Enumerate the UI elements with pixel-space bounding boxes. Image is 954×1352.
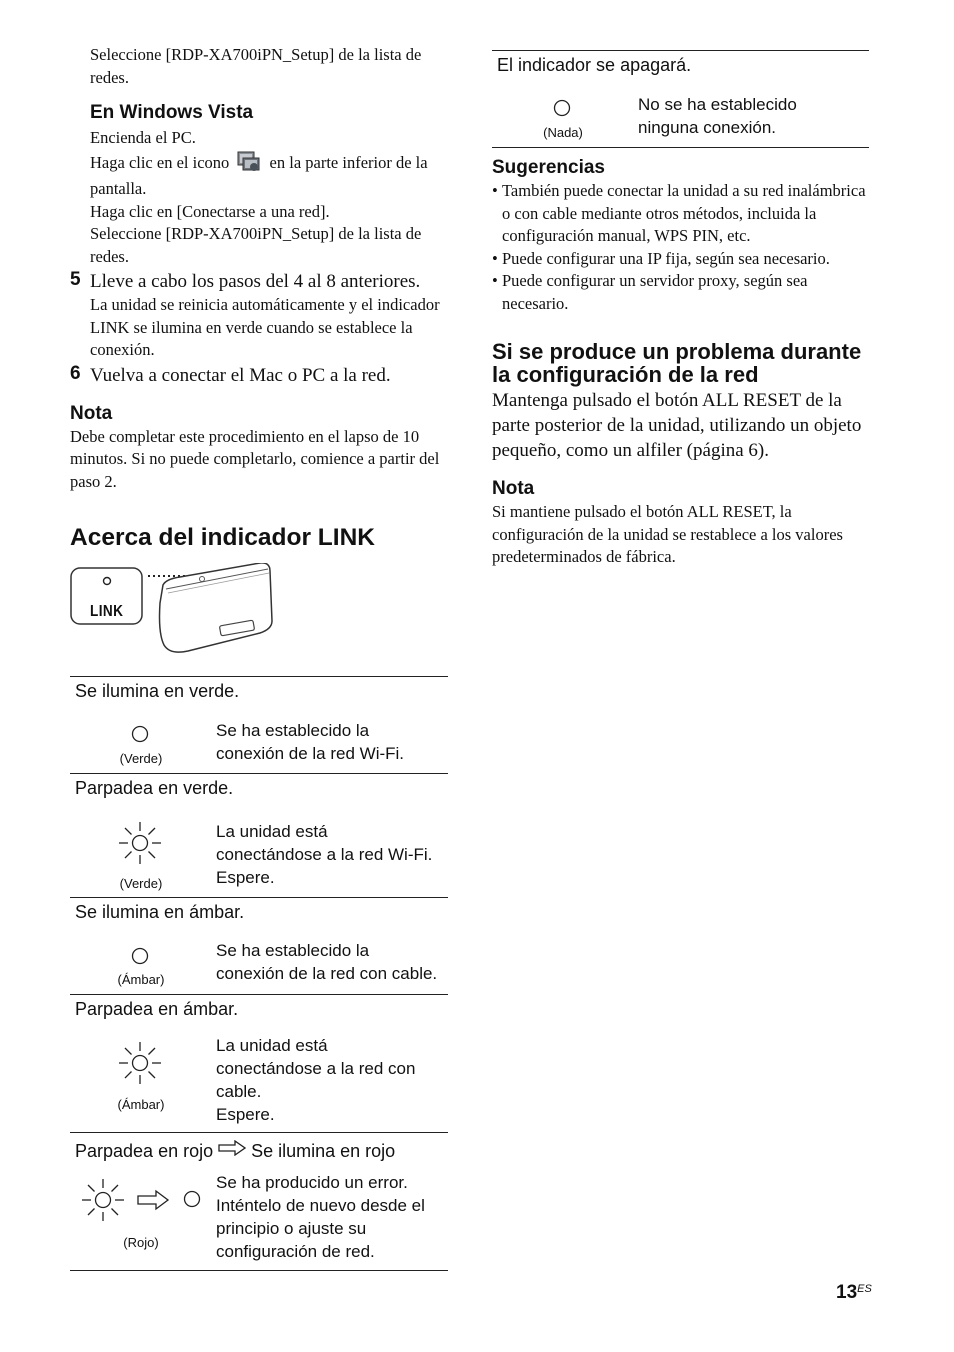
indicator-off-table — [492, 50, 869, 148]
indicator-row-5-heading — [70, 1133, 448, 1165]
tip-item: • Puede configurar una IP fija, según sea necesario. — [492, 248, 869, 271]
indicator-row-4-heading: Parpadea en ámbar. — [75, 999, 239, 1019]
led-solid-icon — [70, 725, 210, 748]
indicator-off-row — [492, 83, 869, 148]
step-6 — [70, 363, 448, 388]
indicator-row-5 — [70, 1165, 448, 1271]
indicator-off-desc — [638, 93, 797, 139]
desc-line: conectándose a la red Wi-Fi. — [216, 845, 433, 864]
indicator-row-5-heading-a: Parpadea en rojo — [75, 1140, 214, 1161]
section-title-link: Acerca del indicador LINK — [70, 524, 375, 551]
desc-line: conexión de la red con cable. — [216, 964, 438, 983]
vista-line-3: Haga clic en [Conectarse a una red]. — [90, 201, 330, 221]
indicator-off-heading: El indicador se apagará. — [497, 55, 692, 75]
indicator-row-2 — [70, 806, 448, 898]
indicator-row-5-desc — [216, 1171, 425, 1263]
link-label: LINK — [90, 603, 124, 620]
indicator-row-2-desc — [216, 820, 432, 889]
indicator-row-3-desc — [216, 939, 437, 985]
indicator-row-1-desc — [216, 719, 404, 765]
desc-line: Se ha establecido la — [216, 941, 370, 960]
step-6-title: Vuelva a conectar el Mac o PC a la red. — [90, 364, 391, 386]
led-blinking-icon — [70, 1040, 210, 1091]
step-5 — [70, 269, 448, 362]
vista-line-2b: en la parte inferior de la pantalla. — [90, 152, 428, 198]
desc-line: La unidad está — [216, 1036, 328, 1055]
desc-line: Inténtelo de nuevo desde el — [216, 1196, 425, 1215]
led-blink-then-solid-icon — [80, 1177, 210, 1228]
page-number-suffix: ES — [857, 1283, 872, 1295]
indicator-row-5-caption: (Rojo) — [123, 1235, 159, 1250]
tips-heading: Sugerencias — [492, 157, 605, 178]
right-column — [492, 50, 869, 569]
desc-line: conectándose a la red con — [216, 1059, 416, 1078]
indicator-row-5-heading-b: Se ilumina en rojo — [251, 1140, 396, 1161]
indicator-row-4-caption: (Ámbar) — [117, 1097, 165, 1112]
step-5-body: La unidad se reinicia automáticamente y el indicador LINK se ilumina en verde cuando se establece la conexión. — [90, 295, 440, 359]
indicator-row-2-caption: (Verde) — [119, 876, 163, 891]
desc-line: ninguna conexión. — [638, 118, 777, 137]
vista-heading: En Windows Vista — [90, 102, 254, 123]
desc-line: No se ha establecido — [638, 95, 797, 114]
desc-line: Espere. — [216, 868, 275, 887]
network-icon — [237, 150, 261, 179]
page-number — [836, 1282, 872, 1304]
intro-line: Seleccione [RDP-XA700iPN_Setup] de la lista de redes. — [90, 45, 422, 87]
tip-item: • Puede configurar un servidor proxy, según sea necesario. — [492, 270, 869, 315]
vista-line-1: Encienda el PC. — [90, 128, 196, 147]
vista-instructions — [70, 127, 448, 268]
indicator-row-3-caption: (Ámbar) — [117, 972, 165, 987]
indicator-row-3 — [70, 930, 448, 995]
desc-line: La unidad está — [216, 822, 328, 841]
indicator-table — [70, 676, 448, 1271]
indicator-row-4-desc — [216, 1034, 415, 1126]
problem-body: Mantenga pulsado el botón ALL RESET de la parte posterior de la unidad, utilizando un objeto pequeño, como un alfiler (página 6). — [492, 390, 862, 461]
link-illustration — [70, 563, 448, 657]
step-5-number: 5 — [70, 269, 81, 290]
desc-line: principio o ajuste su — [216, 1219, 367, 1238]
problem-title: Si se produce un problema durante la configuración de la red — [492, 339, 862, 387]
page-number-value: 13 — [836, 1282, 858, 1303]
desc-line: Se ha establecido la — [216, 721, 370, 740]
indicator-row-4 — [70, 1027, 448, 1133]
indicator-row-1-heading: Se ilumina en verde. — [75, 681, 240, 701]
tips-list — [492, 180, 869, 315]
note-body-left: Debe completar este procedimiento en el lapso de 10 minutos. Si no puede completarlo, comience a partir del paso 2. — [70, 426, 440, 491]
indicator-row-2-heading: Parpadea en verde. — [75, 778, 234, 798]
led-blinking-icon — [70, 820, 210, 871]
step-5-title: Lleve a cabo los pasos del 4 al 8 anteriores. — [90, 271, 421, 292]
desc-line: Se ha producido un error. — [216, 1173, 408, 1192]
desc-line: configuración de red. — [216, 1242, 375, 1261]
desc-line: Espere. — [216, 1105, 275, 1124]
note-heading-left: Nota — [70, 402, 113, 424]
indicator-off-caption: (Nada) — [543, 125, 583, 140]
note-heading-right: Nota — [492, 478, 535, 499]
tip-item: • También puede conectar la unidad a su red inalámbrica o con cable mediante otros métodos, incluida la configuración manual, WPS PIN, etc. — [492, 180, 869, 248]
step-6-number: 6 — [70, 362, 81, 384]
indicator-row-1 — [70, 709, 448, 774]
desc-line: conexión de la red Wi-Fi. — [216, 744, 405, 763]
left-column — [70, 44, 448, 1271]
indicator-row-3-heading: Se ilumina en ámbar. — [75, 902, 245, 922]
vista-line-2a: Haga clic en el icono — [90, 152, 230, 172]
vista-line-4: Seleccione [RDP-XA700iPN_Setup] de la lista de redes. — [90, 224, 422, 266]
desc-line: cable. — [216, 1082, 262, 1101]
led-solid-icon — [70, 947, 210, 970]
arrow-right-icon — [218, 1140, 246, 1161]
indicator-row-1-caption: (Verde) — [119, 751, 163, 766]
led-off-icon — [492, 99, 632, 122]
note-body-right: Si mantiene pulsado el botón ALL RESET, la configuración de la unidad se restablece a los valores predeterminados de fábrica. — [492, 502, 843, 566]
vista-line-2 — [90, 150, 448, 201]
